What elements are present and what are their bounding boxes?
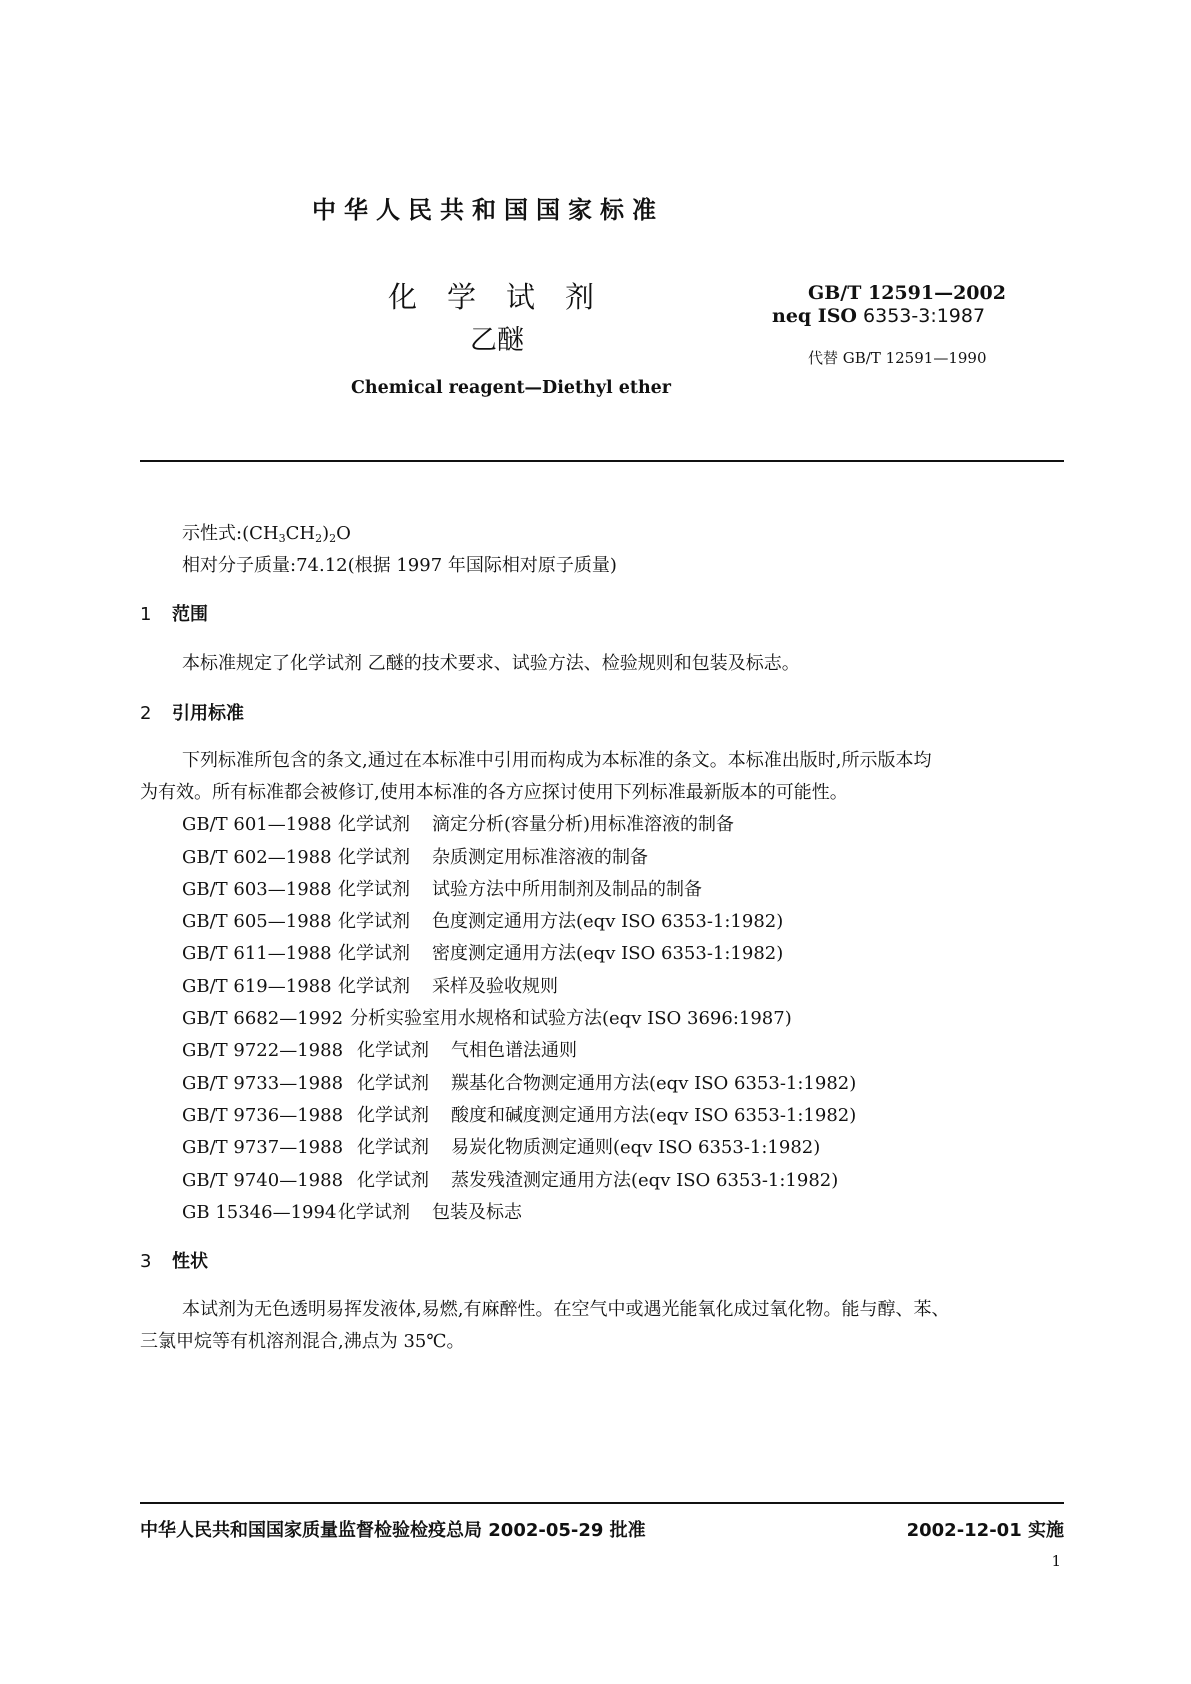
reference-title: 采样及验收规则	[432, 976, 558, 997]
reference-category: 化学试剂	[338, 1202, 410, 1223]
reference-code: GB/T 605—1988	[182, 911, 332, 932]
title-en: Chemical reagent—Diethyl ether	[351, 378, 672, 398]
reference-category: 化学试剂	[357, 1073, 429, 1094]
reference-item	[182, 907, 783, 933]
reference-item	[182, 843, 648, 869]
reference-title: 分析实验室用水规格和试验方法(eqv ISO 3696:1987)	[350, 1008, 792, 1029]
equivalence	[772, 305, 985, 327]
formula-prefix: 示性式:	[182, 523, 243, 544]
reference-title: 试验方法中所用制剂及制品的制备	[432, 879, 702, 900]
formula-sub-2: 2	[315, 532, 323, 545]
properties-line-2: 三氯甲烷等有机溶剂混合,沸点为 35℃。	[140, 1331, 465, 1352]
reference-code: GB/T 611—1988	[182, 943, 332, 964]
reference-title: 酸度和碱度测定通用方法(eqv ISO 6353-1:1982)	[451, 1105, 857, 1126]
reference-category: 化学试剂	[357, 1170, 429, 1191]
national-standard-heading: 中华人民共和国国家标准	[312, 196, 664, 224]
section-number: 2	[140, 703, 152, 724]
section-heading	[140, 600, 208, 626]
reference-title: 羰基化合物测定通用方法(eqv ISO 6353-1:1982)	[451, 1073, 857, 1094]
molecular-mass: 相对分子质量:74.12(根据 1997 年国际相对原子质量)	[182, 555, 617, 576]
reference-code: GB/T 6682—1992	[182, 1008, 344, 1029]
section-title: 引用标准	[172, 703, 244, 724]
formula-sub-3: 2	[329, 532, 337, 545]
reference-item	[182, 1166, 838, 1192]
implementation-date: 2002-12-01 实施	[906, 1520, 1064, 1541]
formula-close: )	[322, 523, 330, 544]
reference-title: 密度测定通用方法(eqv ISO 6353-1:1982)	[432, 943, 784, 964]
reference-code: GB/T 619—1988	[182, 976, 332, 997]
references-intro-line-2: 为有效。所有标准都会被修订,使用本标准的各方应探讨使用下列标准最新版本的可能性。	[140, 782, 848, 803]
reference-code: GB/T 9722—1988	[182, 1040, 344, 1061]
reference-code: GB/T 9733—1988	[182, 1073, 344, 1094]
reference-title: 滴定分析(容量分析)用标准溶液的制备	[432, 814, 735, 835]
reference-item	[182, 939, 783, 965]
equivalence-code: 6353-3:1987	[863, 305, 986, 327]
reference-item	[182, 1004, 792, 1030]
subtitle-cn: 乙醚	[470, 325, 524, 356]
page-number: 1	[1051, 1552, 1061, 1570]
reference-title: 杂质测定用标准溶液的制备	[432, 847, 648, 868]
reference-item	[182, 1036, 577, 1062]
reference-category: 化学试剂	[357, 1040, 429, 1061]
formula-line	[182, 519, 351, 545]
reference-category: 化学试剂	[338, 879, 410, 900]
section-number: 1	[140, 604, 152, 625]
section-heading	[140, 699, 244, 725]
reference-title: 蒸发残渣测定通用方法(eqv ISO 6353-1:1982)	[451, 1170, 839, 1191]
scope-paragraph: 本标准规定了化学试剂 乙醚的技术要求、试验方法、检验规则和包装及标志。	[182, 653, 800, 674]
reference-title: 气相色谱法通则	[451, 1040, 577, 1061]
formula-sub-1: 3	[278, 532, 286, 545]
equivalence-prefix: neq ISO	[772, 305, 857, 327]
reference-category: 化学试剂	[338, 847, 410, 868]
reference-code: GB 15346—1994	[182, 1202, 337, 1223]
standard-code: GB/T 12591—2002	[808, 282, 1006, 304]
section-title: 性状	[172, 1251, 208, 1272]
footer-divider	[140, 1502, 1064, 1504]
reference-category: 化学试剂	[357, 1105, 429, 1126]
header-divider	[140, 460, 1064, 462]
reference-category: 化学试剂	[338, 943, 410, 964]
section-number: 3	[140, 1251, 152, 1272]
reference-category: 化学试剂	[338, 814, 410, 835]
reference-code: GB/T 602—1988	[182, 847, 332, 868]
replaces-note: 代替 GB/T 12591—1990	[808, 349, 987, 367]
reference-code: GB/T 9736—1988	[182, 1105, 344, 1126]
reference-category: 化学试剂	[357, 1137, 429, 1158]
reference-title: 包装及标志	[432, 1202, 522, 1223]
reference-item	[182, 972, 558, 998]
reference-item	[182, 1101, 856, 1127]
title-cn: 化学试剂	[388, 280, 625, 314]
reference-title: 易炭化物质测定通则(eqv ISO 6353-1:1982)	[451, 1137, 821, 1158]
reference-item	[182, 1198, 522, 1224]
reference-category: 化学试剂	[338, 976, 410, 997]
reference-code: GB/T 603—1988	[182, 879, 332, 900]
reference-code: GB/T 601—1988	[182, 814, 332, 835]
section-title: 范围	[172, 604, 208, 625]
section-heading	[140, 1247, 208, 1273]
reference-code: GB/T 9737—1988	[182, 1137, 344, 1158]
reference-code: GB/T 9740—1988	[182, 1170, 344, 1191]
reference-item	[182, 875, 702, 901]
formula-open: (CH	[242, 523, 279, 544]
reference-item	[182, 1069, 856, 1095]
properties-line-1: 本试剂为无色透明易挥发液体,易燃,有麻醉性。在空气中或遇光能氧化成过氧化物。能与醇、苯、	[182, 1299, 950, 1320]
formula-tail: O	[336, 523, 351, 544]
reference-title: 色度测定通用方法(eqv ISO 6353-1:1982)	[432, 911, 784, 932]
formula-mid: CH	[285, 523, 316, 544]
reference-item	[182, 1133, 820, 1159]
approval-line: 中华人民共和国国家质量监督检验检疫总局 2002-05-29 批准	[140, 1520, 646, 1541]
reference-category: 化学试剂	[338, 911, 410, 932]
reference-item	[182, 810, 734, 836]
references-intro-line-1: 下列标准所包含的条文,通过在本标准中引用而构成为本标准的条文。本标准出版时,所示版本均	[182, 750, 932, 771]
